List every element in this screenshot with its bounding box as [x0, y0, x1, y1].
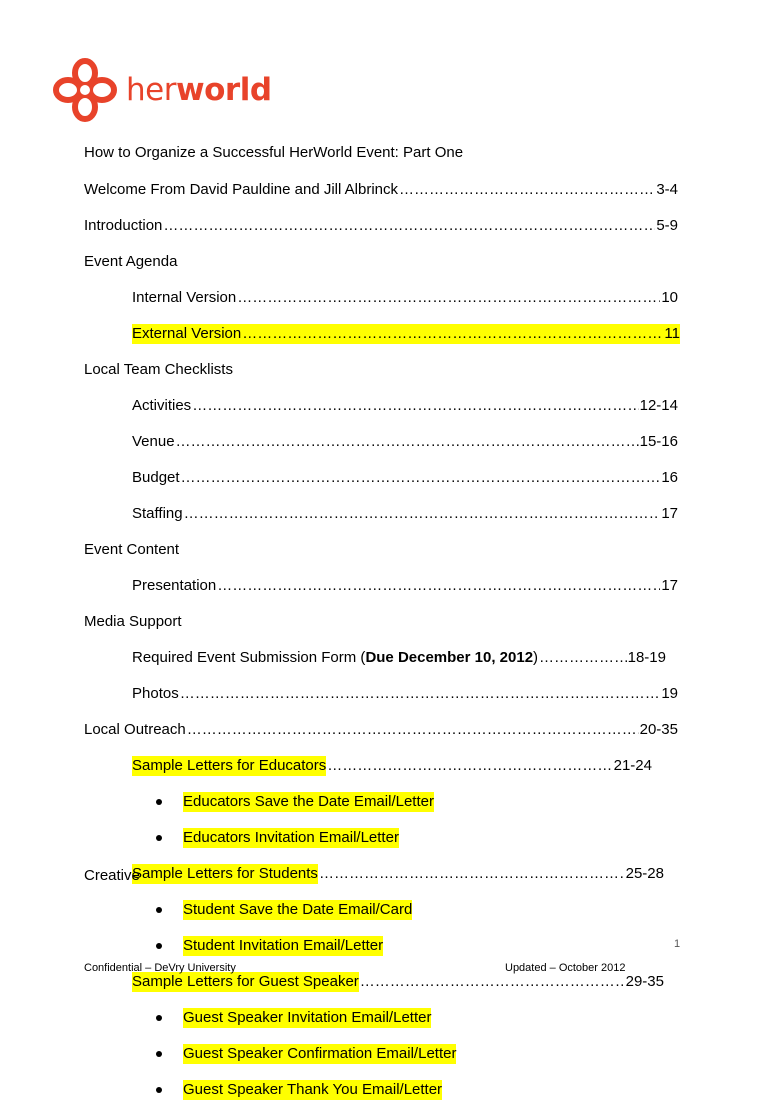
toc-entry-photos[interactable]	[132, 684, 678, 704]
toc-entry-staffing[interactable]	[132, 504, 678, 524]
list-item	[156, 1044, 456, 1064]
list-item-text: Student Save the Date Email/Card	[183, 901, 413, 918]
list-item-text: Guest Speaker Confirmation Email/Letter	[183, 1045, 457, 1062]
toc-entry-local-outreach[interactable]	[84, 720, 678, 740]
toc-entry-guest-speaker[interactable]	[132, 972, 664, 992]
bullet-icon	[156, 799, 162, 805]
toc-page: 11	[664, 325, 680, 342]
toc-label: Presentation	[132, 577, 217, 594]
list-item	[156, 936, 383, 956]
bullet-icon	[156, 943, 162, 949]
bullet-icon	[156, 835, 162, 841]
herworld-logo	[52, 58, 272, 122]
toc-entry-introduction[interactable]	[84, 216, 678, 236]
list-item	[156, 1008, 431, 1028]
toc-page: 16	[661, 469, 678, 486]
bullet-icon	[156, 907, 162, 913]
toc-label: Staffing	[132, 505, 183, 522]
list-item-text: Guest Speaker Invitation Email/Letter	[183, 1009, 432, 1026]
toc-entry-internal[interactable]	[132, 288, 678, 308]
toc-label: External Version	[132, 325, 242, 342]
toc-label	[132, 648, 538, 668]
logo-her: her	[126, 71, 176, 108]
due-date: Due December 10, 2012	[365, 649, 534, 666]
toc-entry-students[interactable]	[132, 864, 664, 884]
list-item-text: Student Invitation Email/Letter	[183, 937, 384, 954]
toc-page: 10	[661, 289, 678, 306]
toc-label-end: )	[533, 649, 539, 666]
toc-label: Introduction	[84, 217, 163, 234]
bullet-icon	[156, 1087, 162, 1093]
list-item	[156, 828, 399, 848]
toc-page: 19	[661, 685, 678, 702]
list-item	[156, 1080, 442, 1100]
toc-label: Sample Letters for Students	[132, 865, 318, 882]
toc-label: Welcome From David Pauldine and Jill Albrinck	[84, 181, 399, 198]
toc-label: Sample Letters for Educators	[132, 757, 327, 774]
page-number: 1	[674, 938, 681, 950]
section-heading: Media Support	[84, 613, 182, 630]
toc-page: 20-35	[639, 721, 678, 738]
herworld-logo-icon	[52, 57, 118, 123]
list-item	[156, 900, 412, 920]
toc-page: 5-9	[656, 217, 678, 234]
toc-entry-submission-form[interactable]	[132, 648, 666, 668]
toc-label: Activities	[132, 397, 192, 414]
toc-page: 29-35	[625, 973, 664, 990]
section-heading: Event Content	[84, 541, 180, 558]
toc-page: 12-14	[639, 397, 678, 414]
toc-page: 17	[661, 505, 678, 522]
toc-entry-budget[interactable]	[132, 468, 678, 488]
toc-entry-welcome[interactable]	[84, 180, 678, 200]
toc-label: Photos	[132, 685, 179, 702]
toc-label: Internal Version	[132, 289, 237, 306]
page-title: How to Organize a Successful HerWorld Event: Part One	[84, 144, 464, 161]
bullet-icon	[156, 1015, 162, 1021]
section-heading-creative: Creative	[84, 867, 140, 884]
section-heading: Event Agenda	[84, 253, 178, 270]
toc-entry-activities[interactable]	[132, 396, 678, 416]
logo-world: world	[175, 71, 272, 108]
toc-label-start: Required Event Submission Form (	[132, 649, 366, 666]
toc-page: 3-4	[656, 181, 678, 198]
toc-label: Sample Letters for Guest Speaker	[132, 973, 359, 990]
toc-label: Budget	[132, 469, 180, 486]
footer-confidential: Confidential – DeVry University	[84, 962, 236, 974]
list-item	[156, 792, 434, 812]
toc-page: 17	[661, 577, 678, 594]
toc-page: 25-28	[625, 865, 664, 882]
toc-page: 21-24	[613, 757, 652, 774]
list-item-text: Educators Save the Date Email/Letter	[183, 793, 434, 810]
toc-entry-educators[interactable]	[132, 756, 652, 776]
list-item-text: Guest Speaker Thank You Email/Letter	[183, 1081, 443, 1098]
logo-wordmark	[126, 71, 272, 108]
list-item-text: Educators Invitation Email/Letter	[183, 829, 399, 846]
footer-updated: Updated – October 2012	[505, 962, 626, 974]
toc-entry-venue[interactable]	[132, 432, 678, 452]
toc-entry-external[interactable]	[132, 324, 680, 344]
toc-page: 18-19	[627, 649, 666, 666]
bullet-icon	[156, 1051, 162, 1057]
toc-label: Local Outreach	[84, 721, 186, 738]
toc-page: 15-16	[639, 433, 678, 450]
section-heading: Local Team Checklists	[84, 361, 233, 378]
toc-entry-presentation[interactable]	[132, 576, 678, 596]
toc-label: Venue	[132, 433, 175, 450]
